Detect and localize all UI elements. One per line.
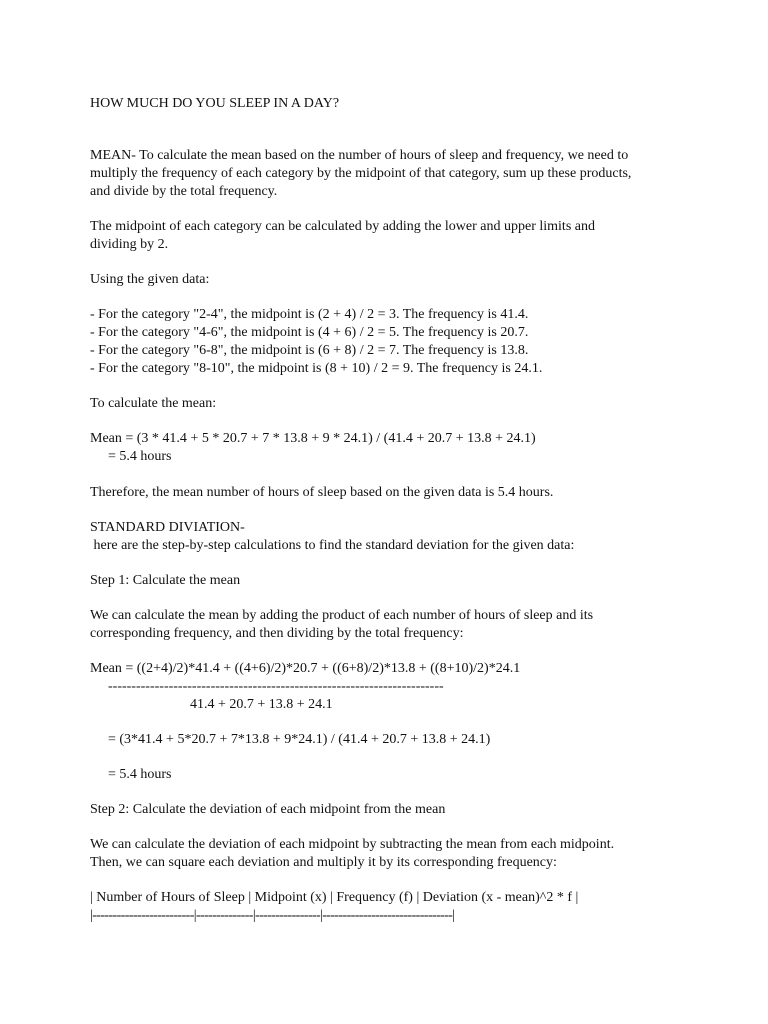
mean-result-step1: = 5.4 hours xyxy=(108,767,172,782)
sd-heading: STANDARD DIVIATION- xyxy=(90,520,245,535)
table-rule: |-------------------------|--------------|----------------|--------------------------------| xyxy=(90,908,455,923)
category-item: - For the category "6-8", the midpoint is (6 + 8) / 2 = 7. The frequency is 13.8. xyxy=(90,343,529,358)
fraction-bar: ------------------------------------------------------------------------ xyxy=(108,679,444,694)
step1-heading: Step 1: Calculate the mean xyxy=(90,573,241,588)
step1-text-line2: corresponding frequency, and then dividing by the total frequency: xyxy=(90,626,464,641)
page-title: HOW MUCH DO YOU SLEEP IN A DAY? xyxy=(90,96,340,111)
mean-equation: = (3*41.4 + 5*20.7 + 7*13.8 + 9*24.1) / (41.4 + 20.7 + 13.8 + 24.1) xyxy=(108,732,491,747)
step2-heading: Step 2: Calculate the deviation of each midpoint from the mean xyxy=(90,802,446,817)
step2-text-line2: Then, we can square each deviation and multiply it by its corresponding frequency: xyxy=(90,855,557,870)
category-item: - For the category "2-4", the midpoint is (2 + 4) / 2 = 3. The frequency is 41.4. xyxy=(90,307,529,322)
mean-conclusion: Therefore, the mean number of hours of sleep based on the given data is 5.4 hours. xyxy=(90,485,554,500)
mean-para1-line3: and divide by the total frequency. xyxy=(90,184,278,199)
mean-denominator: 41.4 + 20.7 + 13.8 + 24.1 xyxy=(190,697,333,712)
mean-result: = 5.4 hours xyxy=(108,449,172,464)
sd-intro: here are the step-by-step calculations to find the standard deviation for the given data: xyxy=(90,538,575,553)
mean-numerator: Mean = ((2+4)/2)*41.4 + ((4+6)/2)*20.7 + ((6+8)/2)*13.8 + ((8+10)/2)*24.1 xyxy=(90,661,521,676)
to-calculate-label: To calculate the mean: xyxy=(90,396,217,411)
mean-para1-line2: multiply the frequency of each category by the midpoint of that category, sum up these products, xyxy=(90,166,632,181)
given-data-label: Using the given data: xyxy=(90,272,210,287)
step1-text-line1: We can calculate the mean by adding the product of each number of hours of sleep and its xyxy=(90,608,594,623)
category-item: - For the category "4-6", the midpoint is (4 + 6) / 2 = 5. The frequency is 20.7. xyxy=(90,325,529,340)
step2-text-line1: We can calculate the deviation of each midpoint by subtracting the mean from each midpoint. xyxy=(90,837,615,852)
category-item: - For the category "8-10", the midpoint is (8 + 10) / 2 = 9. The frequency is 24.1. xyxy=(90,361,543,376)
mean-para2-line1: The midpoint of each category can be calculated by adding the lower and upper limits and xyxy=(90,219,595,234)
mean-formula: Mean = (3 * 41.4 + 5 * 20.7 + 7 * 13.8 + 9 * 24.1) / (41.4 + 20.7 + 13.8 + 24.1) xyxy=(90,431,536,446)
mean-para1-line1: MEAN- To calculate the mean based on the number of hours of sleep and frequency, we need to xyxy=(90,148,629,163)
table-header: | Number of Hours of Sleep | Midpoint (x) | Frequency (f) | Deviation (x - mean)^2 * f | xyxy=(90,890,579,905)
mean-para2-line2: dividing by 2. xyxy=(90,237,169,252)
